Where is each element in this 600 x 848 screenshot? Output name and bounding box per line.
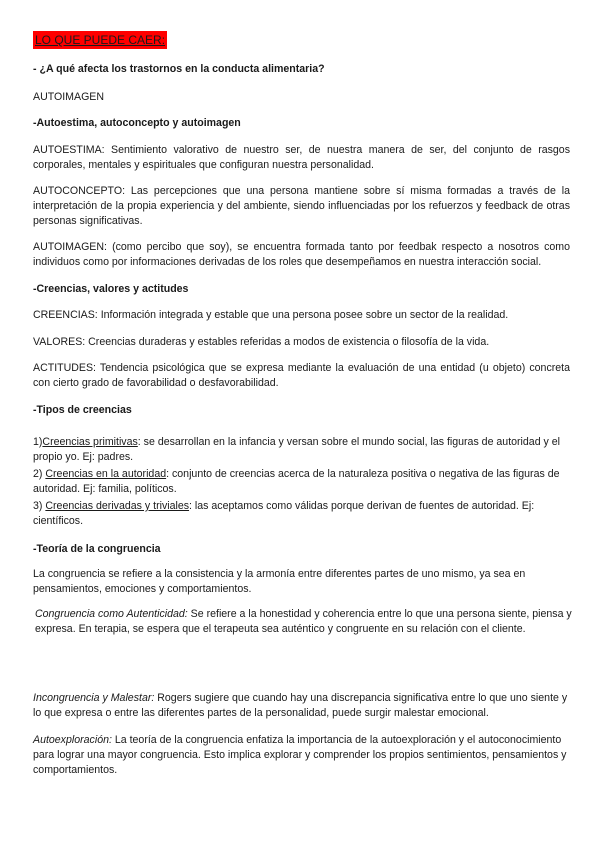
section-heading-autoestima: -Autoestima, autoconcepto y autoimagen <box>33 117 241 129</box>
term-creencias-autoridad: Creencias en la autoridad <box>45 468 167 480</box>
paragraph-autoimagen: AUTOIMAGEN: (como percibo que soy), se encuentra formada tanto por feedbak respecto a nosotros como individuos como por informaciones derivadas de los roles que desempeñamos en nuestra interacción social. <box>33 241 570 268</box>
document-title: LO QUE PUEDE CAER: <box>35 33 166 47</box>
list-item-creencias-derivadas: 3) Creencias derivadas y triviales: las aceptamos como válidas porque derivan de fuentes de autoridad. Ej: científicos. <box>33 500 535 527</box>
paragraph-congruencia-intro: La congruencia se refiere a la consistencia y la armonía entre diferentes partes de uno mismo, ya sea en pensamientos, emociones y comportamientos. <box>33 568 526 595</box>
paragraph-actitudes: ACTITUDES: Tendencia psicológica que se expresa mediante la evaluación de una entidad (u objeto) concreta con cierto grado de favorabilidad o desfavorabilidad. <box>33 362 570 389</box>
paragraph-autoconcepto: AUTOCONCEPTO: Las percepciones que una persona mantiene sobre sí misma formadas a través de la interpretación de la propia experiencia y del ambiente, siendo influenciadas por los refuerzos y feedback de otras personas significativas. <box>33 185 570 227</box>
paragraph-autoexploracion: Autoexploración: La teoría de la congruencia enfatiza la importancia de la autoexploración y el autoconocimiento para lograr una mayor congruencia. Esto implica explorar y comprender los propios sentimientos, pensamientos y comportamientos. <box>33 734 567 776</box>
paragraph-congruencia-autenticidad: Congruencia como Autenticidad: Se refiere a la honestidad y coherencia entre lo que una persona siente, piensa y expresa. En terapia, se espera que el terapeuta sea auténtico y congruente en su relación con el cliente. <box>35 608 572 635</box>
section-heading-congruencia: -Teoría de la congruencia <box>33 543 161 555</box>
term-congruencia-autenticidad: Congruencia como Autenticidad: <box>35 608 188 620</box>
paragraph-autoestima: AUTOESTIMA: Sentimiento valorativo de nuestro ser, de nuestra manera de ser, del conjunto de rasgos corporales, mentales y espirituales que configuran nuestra personalidad. <box>33 144 570 171</box>
term-creencias-derivadas: Creencias derivadas y triviales <box>45 500 190 512</box>
paragraph-valores: VALORES: Creencias duraderas y estables referidas a modos de existencia o filosofía de la vida. <box>33 336 490 348</box>
term-creencias-primitivas: Creencias primitivas <box>42 436 138 448</box>
list-item-creencias-primitivas: 1)Creencias primitivas: se desarrollan en la infancia y versan sobre el mundo social, las figuras de autoridad y el propio yo. Ej: padres. <box>33 436 561 463</box>
section-heading-tipos: -Tipos de creencias <box>33 404 132 416</box>
autoimagen-label: AUTOIMAGEN <box>33 91 105 103</box>
list-item-creencias-autoridad: 2) Creencias en la autoridad: conjunto de creencias acerca de la naturaleza positiva o negativa de las figuras de autoridad. Ej: familia, políticos. <box>33 468 560 495</box>
question-heading: - ¿A qué afecta los trastornos en la conducta alimentaria? <box>33 63 325 75</box>
term-incongruencia: Incongruencia y Malestar: <box>33 692 155 704</box>
section-heading-creencias: -Creencias, valores y actitudes <box>33 283 189 295</box>
term-autoexploracion: Autoexploración: <box>33 734 112 746</box>
paragraph-incongruencia: Incongruencia y Malestar: Rogers sugiere que cuando hay una discrepancia significativa entre lo que uno siente y lo que expresa o entre las diferentes partes de la personalidad, puede surgir malestar emocional. <box>33 692 568 719</box>
paragraph-creencias: CREENCIAS: Información integrada y estable que una persona posee sobre un sector de la realidad. <box>33 309 509 321</box>
